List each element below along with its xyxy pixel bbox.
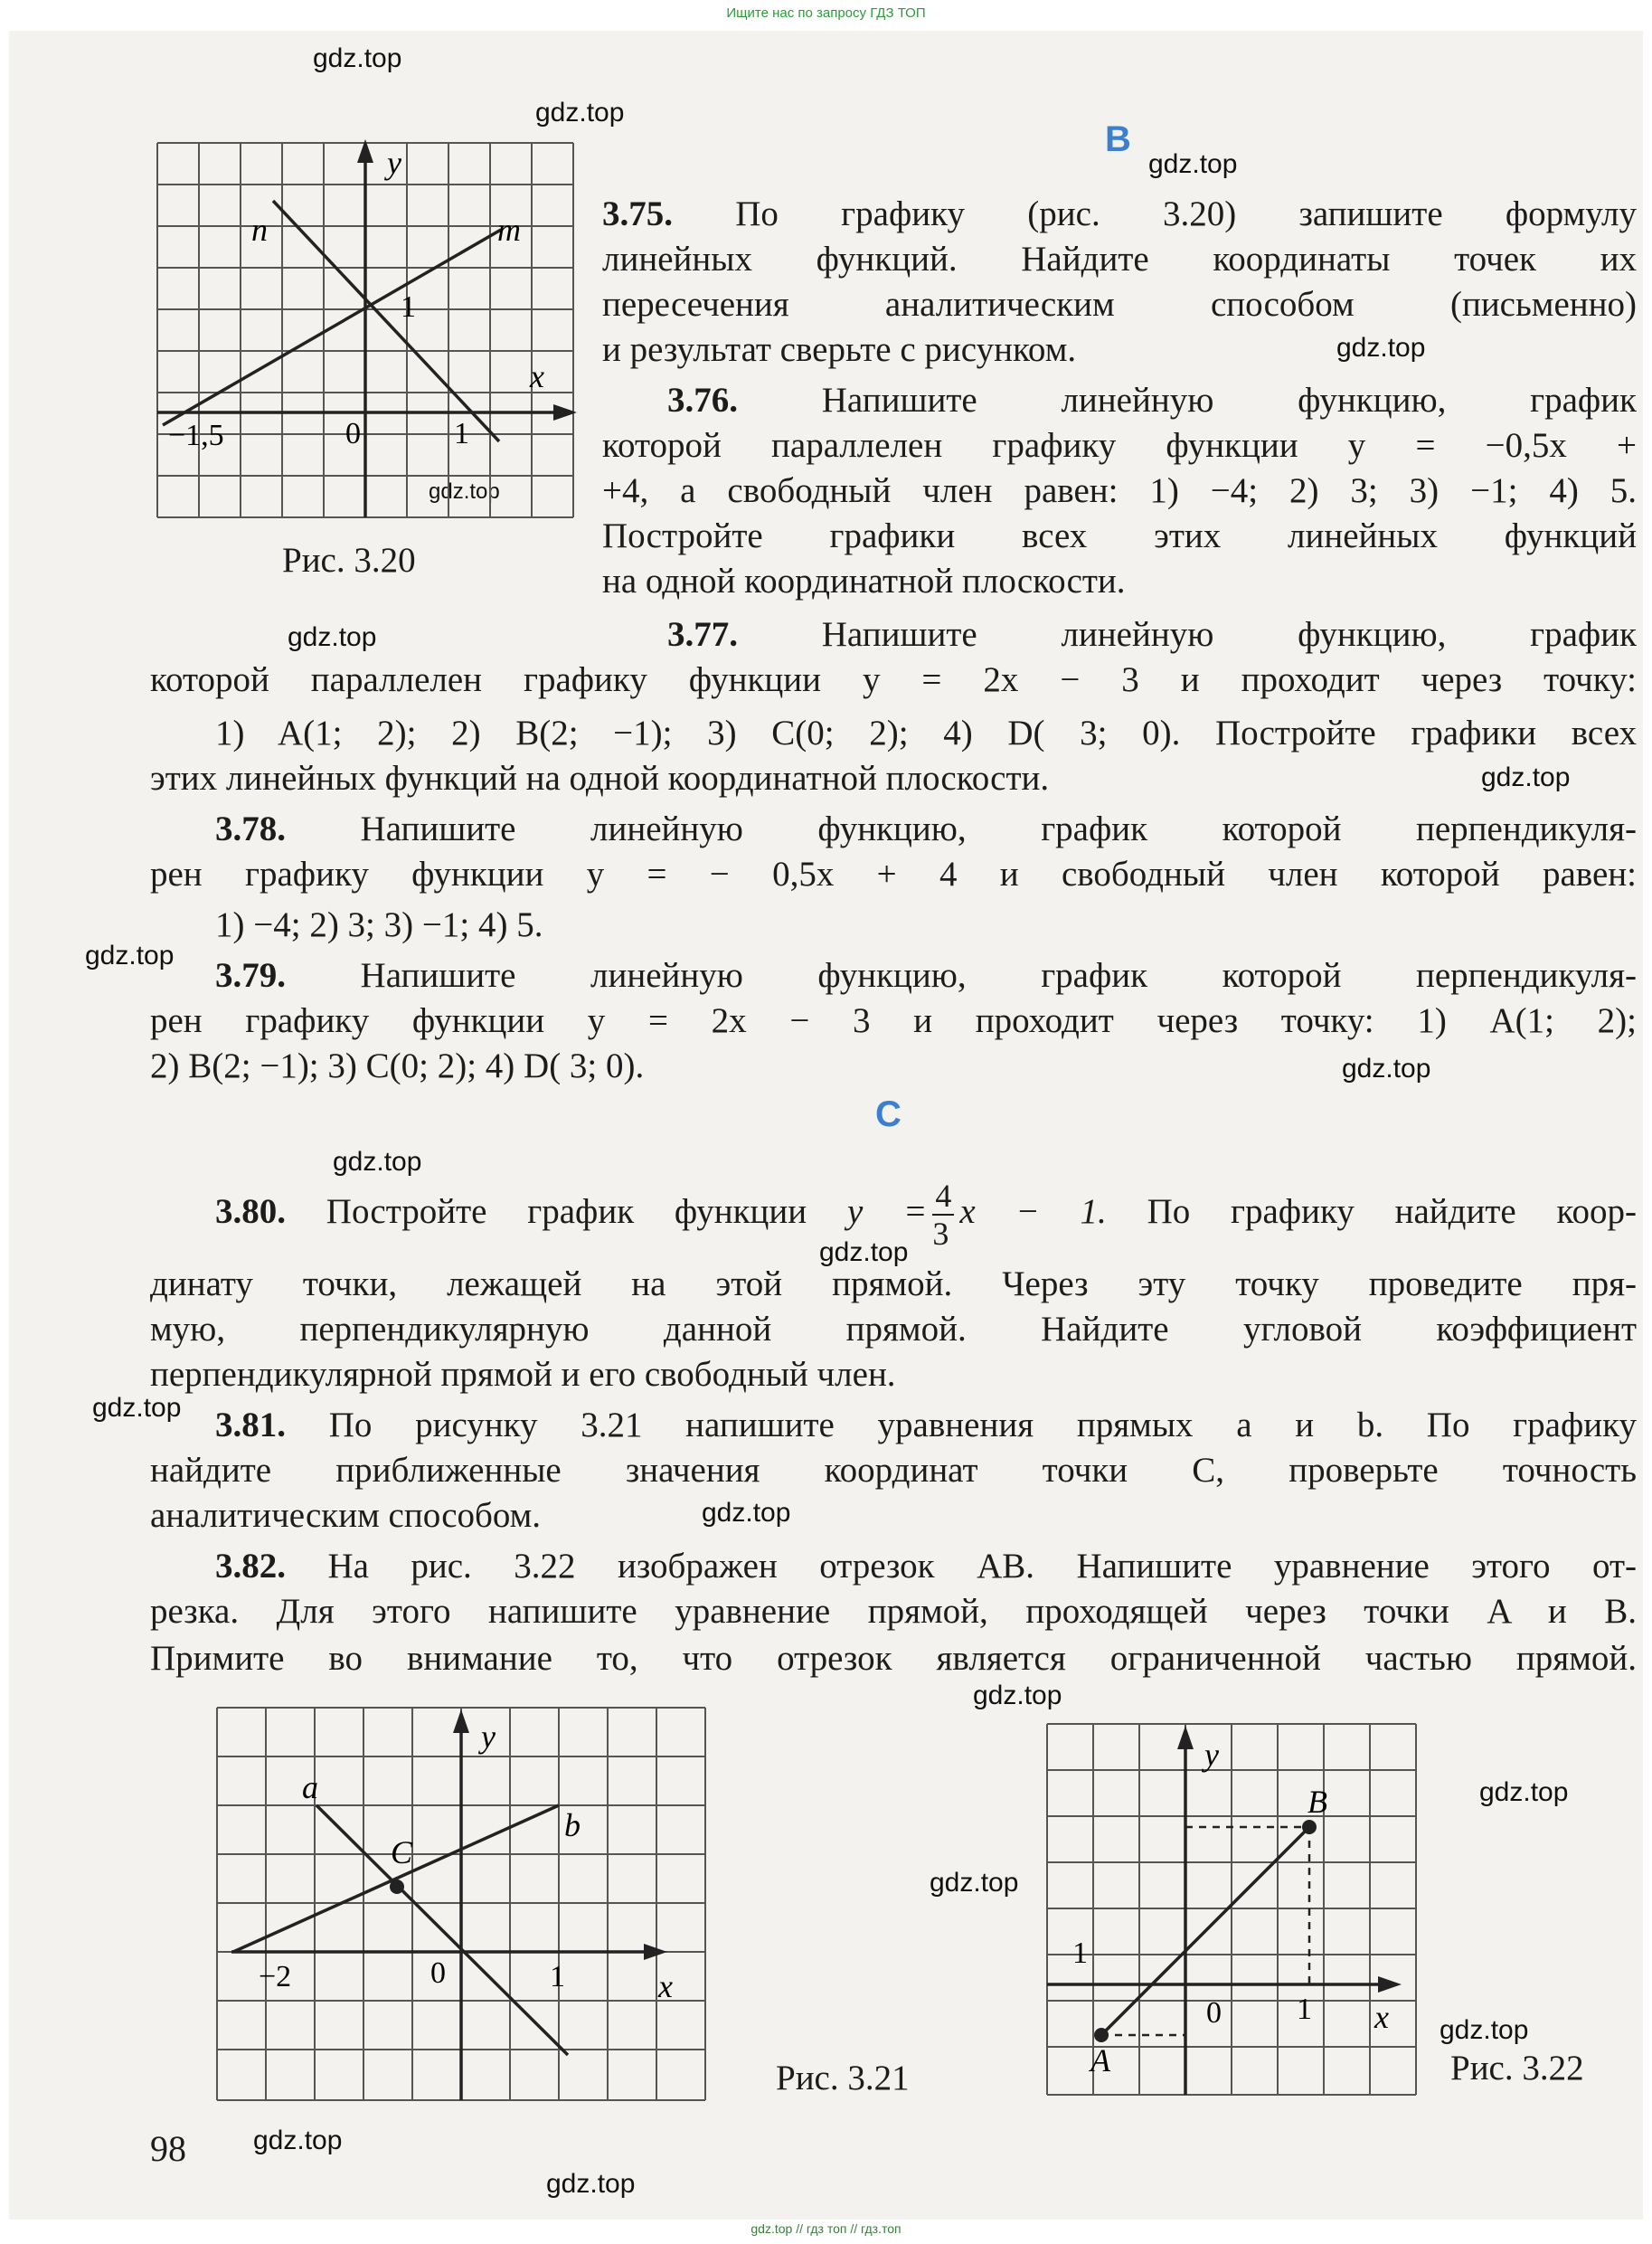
problem-number: 3.82. [215,1547,286,1586]
figure-3-22 [1042,1719,1430,2107]
tick-x-1: 1 [550,1960,565,1993]
watermark: gdz.top [288,622,377,652]
problem-3-82-line: 3.82. На рис. 3.22 изображен отрезок AB. Напишите уравнение этого от- [215,1547,1637,1586]
problem-3-77-line: 3.77. Напишите линейную функцию, график [667,615,1637,654]
problem-3-78-line: 3.78. Напишите линейную функцию, график которой перпендикуля- [215,810,1637,848]
watermark: gdz.top [92,1393,182,1423]
problem-3-81-line: аналитическим способом. [150,1496,542,1535]
problem-3-79-line: 3.79. Напишите линейную функцию, график которой перпендикуля- [215,956,1637,995]
problem-3-82-line: резка. Для этого напишите уравнение прямой, проходящей через точки A и B. [150,1592,1637,1631]
problem-3-80-line: 3.80. Постройте график функции y = $\frac{4}{3}$ x − 1. По графику найдите коор- [215,1178,1637,1253]
origin-label: 0 [430,1956,446,1990]
problem-3-78-line: рен графику функции y = − 0,5x + 4 и свободный член которой равен: [150,855,1637,894]
section-header-b: B [1105,119,1131,159]
figure-3-20-caption: Рис. 3.20 [282,541,416,580]
origin-label: 0 [345,417,361,450]
problem-number: 3.76. [667,381,738,420]
line-m-label: m [497,212,521,248]
watermark: gdz.top [1342,1054,1431,1084]
fraction: $\frac{4}{3}$ [932,1179,954,1250]
bottom-banner: gdz.top // гдз топ // гдз.топ [750,2221,902,2236]
figure-3-21 [213,1700,711,2107]
tick-y-minus: 1 [1072,1936,1088,1970]
axis-x-label: x [530,358,544,394]
problem-3-80-line: динату точки, лежащей на этой прямой. Через эту точку проведите пря- [150,1264,1637,1303]
figure-3-20 [145,136,597,552]
watermark: gdz.top [1148,149,1238,179]
problem-3-82-line: Примите во внимание то, что отрезок является ограниченной частью прямой. [150,1639,1637,1678]
problem-number: 3.77. [667,615,738,654]
line-a-label: a [302,1769,318,1805]
problem-3-81-line: найдите приближенные значения координат точки C, проверьте точность [150,1451,1637,1490]
axis-y-label: y [1204,1737,1219,1773]
problem-number: 3.75. [602,194,673,233]
problem-3-76-line: +4, а свободный член равен: 1) −4; 2) 3; 3) −1; 4) 5. [602,471,1637,510]
watermark: gdz.top [333,1147,422,1177]
problem-3-75-line: 3.75. По графику (рис. 3.20) запишите формулу [602,194,1637,233]
problem-3-77-line: этих линейных функций на одной координатной плоскости. [150,759,1050,798]
problem-3-75-line: линейных функций. Найдите координаты точек их [602,240,1637,279]
watermark: gdz.top [546,2169,636,2199]
problem-3-76-line: на одной координатной плоскости. [602,562,1126,601]
watermark: gdz.top [535,98,625,128]
problem-3-76-line: которой параллелен графику функции y = −0,5x + [602,426,1637,465]
problem-3-76-line: Постройте графики всех этих линейных функций [602,516,1637,555]
watermark: gdz.top [819,1237,909,1267]
watermark: gdz.top [1481,762,1571,792]
tick-x-1: 1 [1297,1993,1312,2026]
problem-3-77-line: которой параллелен графику функции y = 2x − 3 и проходит через точку: [150,660,1637,699]
watermark: gdz.top [973,1681,1062,1710]
problem-number: 3.81. [215,1406,286,1444]
line-b-label: b [564,1807,581,1843]
line-a [316,1805,568,2055]
axis-x-label: x [658,1968,673,2004]
axis-x-label: x [1374,1999,1389,2035]
watermark: gdz.top [1440,2015,1529,2045]
problem-3-80-line: мую, перпендикулярную данной прямой. Найдите угловой коэффициент [150,1310,1637,1349]
problem-3-77-line: 1) A(1; 2); 2) B(2; −1); 3) C(0; 2); 4) D( 3; 0). Постройте графики всех [215,714,1637,753]
axis-y-label: y [481,1719,496,1755]
problem-3-81-line: 3.81. По рисунку 3.21 напишите уравнения прямых a и b. По графику [215,1406,1638,1444]
problem-number: 3.78. [215,810,286,848]
problem-3-78-line: 1) −4; 2) 3; 3) −1; 4) 5. [215,905,543,944]
watermark: gdz.top [429,479,500,504]
watermark: gdz.top [85,941,175,971]
line-m [163,230,501,425]
watermark: gdz.top [702,1498,791,1528]
figure-3-22-caption: Рис. 3.22 [1450,2049,1584,2088]
origin-label: 0 [1206,1996,1222,2030]
point-b-label: B [1307,1784,1327,1820]
line-n [273,201,499,441]
watermark: gdz.top [253,2126,343,2155]
problem-3-80-line: перпендикулярной прямой и его свободный член. [150,1355,896,1394]
watermark: gdz.top [1479,1777,1569,1807]
formula: y = $\frac{4}{3}$ x − 1. [846,1178,1107,1253]
watermark: gdz.top [930,1868,1019,1898]
line-n-label: n [251,212,268,248]
tick-x-1: 1 [454,417,469,450]
tick-x-minus: −2 [259,1960,292,1993]
watermark: gdz.top [313,43,402,73]
page-number: 98 [150,2128,186,2169]
problem-3-76-line: 3.76. Напишите линейную функцию, график [667,381,1637,420]
point-c [390,1879,404,1894]
figure-3-21-caption: Рис. 3.21 [776,2059,910,2097]
tick-x-minus: −1,5 [168,419,224,452]
tick-y-1: 1 [401,290,416,324]
problem-3-75-line: и результат сверьте с рисунком. [602,330,1077,369]
problem-3-79-line: 2) B(2; −1); 3) C(0; 2); 4) D( 3; 0). [150,1046,645,1085]
point-c-label: C [391,1834,413,1870]
problem-3-79-line: рен графику функции y = 2x − 3 и проходит через точку: 1) A(1; 2); [150,1001,1637,1040]
watermark: gdz.top [1336,333,1426,363]
top-banner: Ищите нас по запросу ГДЗ ТОП [726,5,926,21]
problem-number: 3.80. [215,1192,286,1231]
section-header-c: C [875,1094,902,1134]
problem-3-75-line: пересечения аналитическим способом (письменно) [602,285,1637,324]
point-a-label: A [1090,2042,1110,2078]
problem-number: 3.79. [215,956,286,995]
axis-y-label: y [387,145,401,181]
